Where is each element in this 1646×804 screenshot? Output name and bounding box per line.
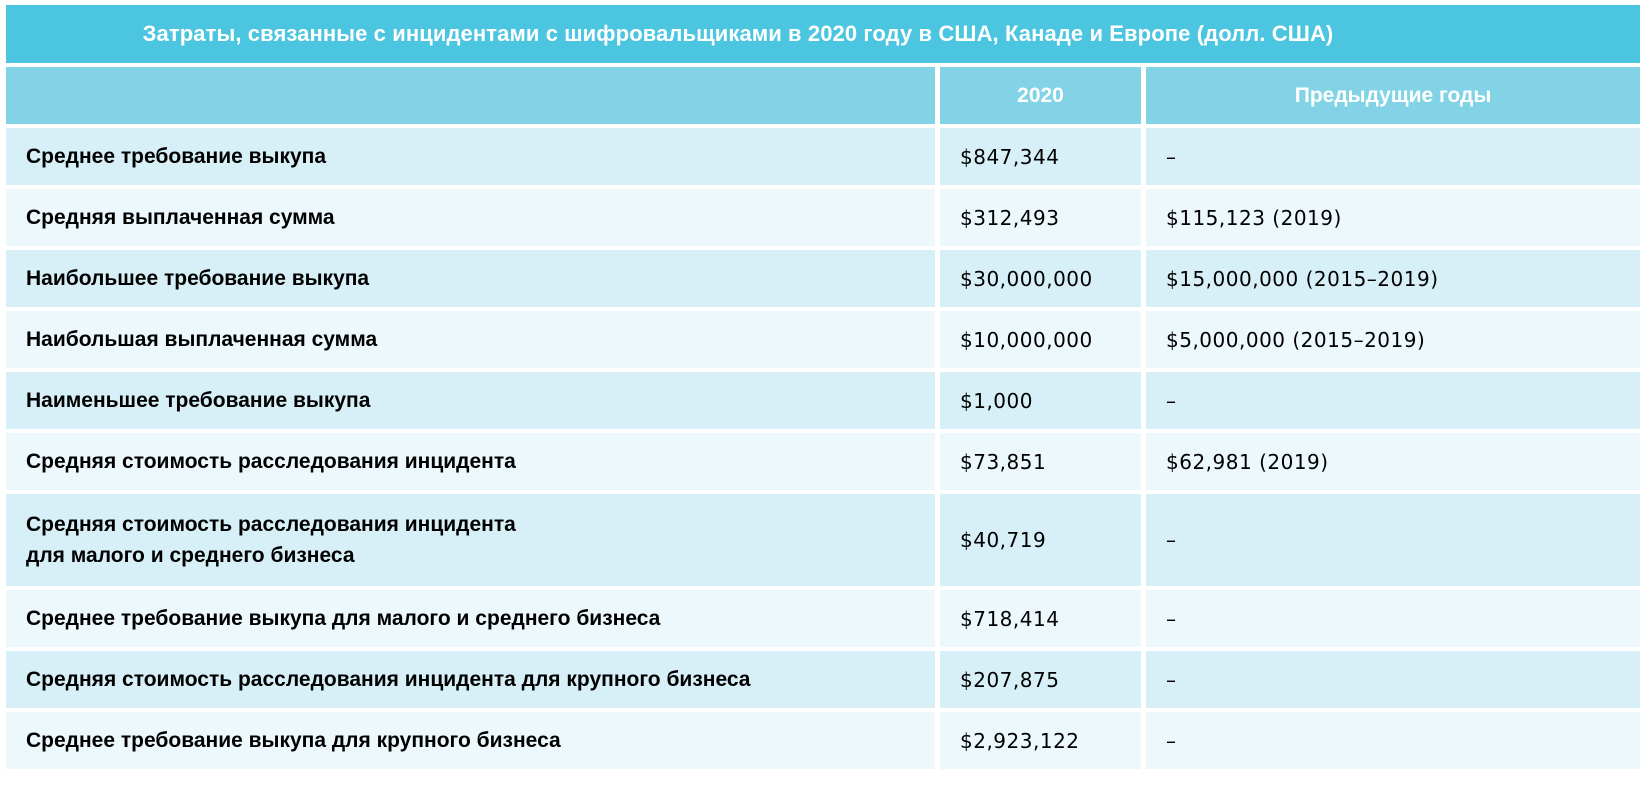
row-label: Среднее требование выкупа для крупного бизнеса (6, 708, 940, 769)
value-2020: $2,923,122 (940, 708, 1146, 769)
row-label: Наибольшая выплаченная сумма (6, 307, 940, 368)
value-previous: – (1146, 708, 1640, 769)
table-row (6, 490, 1640, 586)
value-2020: $312,493 (940, 185, 1146, 246)
value-previous: – (1146, 647, 1640, 708)
table-row (6, 124, 1640, 185)
column-header-2020: 2020 (940, 67, 1146, 124)
value-previous: $115,123 (2019) (1146, 185, 1640, 246)
table-row (6, 586, 1640, 647)
value-previous: – (1146, 490, 1640, 586)
table-title: Затраты, связанные с инцидентами с шифровальщиками в 2020 году в США, Канаде и Европе (долл. США) (6, 5, 1640, 63)
row-label: Среднее требование выкупа для малого и среднего бизнеса (6, 586, 940, 647)
column-header-metric (6, 67, 940, 124)
row-label (6, 490, 940, 586)
value-2020: $207,875 (940, 647, 1146, 708)
ransomware-costs-table-container (6, 5, 1640, 769)
value-2020: $1,000 (940, 368, 1146, 429)
value-2020: $40,719 (940, 490, 1146, 586)
row-label: Среднее требование выкупа (6, 124, 940, 185)
row-label: Средняя выплаченная сумма (6, 185, 940, 246)
table-row (6, 307, 1640, 368)
value-2020: $73,851 (940, 429, 1146, 490)
table-row (6, 647, 1640, 708)
ransomware-costs-table (6, 67, 1640, 769)
row-label: Средняя стоимость расследования инцидента для крупного бизнеса (6, 647, 940, 708)
table-row (6, 708, 1640, 769)
table-row (6, 429, 1640, 490)
row-label: Наибольшее требование выкупа (6, 246, 940, 307)
table-row (6, 246, 1640, 307)
value-previous: – (1146, 368, 1640, 429)
header-row (6, 67, 1640, 124)
value-previous: $62,981 (2019) (1146, 429, 1640, 490)
value-2020: $847,344 (940, 124, 1146, 185)
value-previous: $5,000,000 (2015–2019) (1146, 307, 1640, 368)
row-label: Средняя стоимость расследования инцидента (6, 429, 940, 490)
table-row (6, 368, 1640, 429)
value-previous: – (1146, 586, 1640, 647)
row-label-line-1: Средняя стоимость расследования инцидента (26, 513, 516, 536)
value-2020: $10,000,000 (940, 307, 1146, 368)
value-previous: – (1146, 124, 1640, 185)
table-row (6, 185, 1640, 246)
value-2020: $718,414 (940, 586, 1146, 647)
value-2020: $30,000,000 (940, 246, 1146, 307)
column-header-previous-years: Предыдущие годы (1146, 67, 1640, 124)
value-previous: $15,000,000 (2015–2019) (1146, 246, 1640, 307)
row-label: Наименьшее требование выкупа (6, 368, 940, 429)
row-label-line-2: для малого и среднего бизнеса (26, 544, 355, 567)
